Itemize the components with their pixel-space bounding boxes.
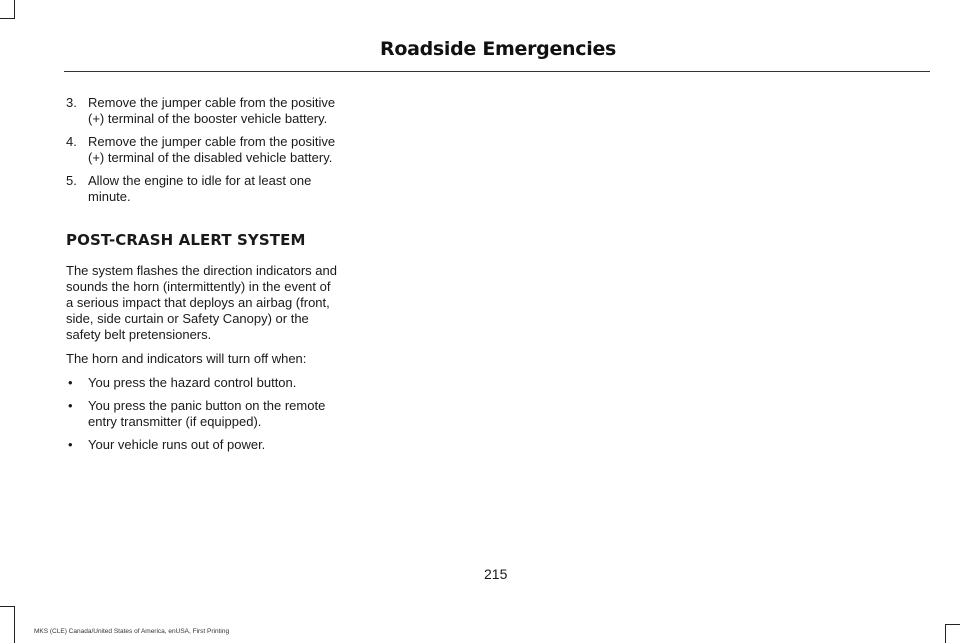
- bullet-text: You press the panic button on the remote entry transmitter (if equipped).: [88, 398, 326, 429]
- bullet-item: [66, 437, 338, 453]
- main-column: [66, 95, 338, 460]
- section-paragraph: The horn and indicators will turn off when:: [66, 351, 307, 366]
- crop-mark-bottom-right-h: [945, 624, 960, 625]
- step-item: [66, 134, 338, 166]
- section-heading: POST-CRASH ALERT SYSTEM: [66, 231, 306, 249]
- crop-mark-top-left-h: [0, 18, 15, 19]
- header-divider: [64, 71, 930, 72]
- step-item: [66, 95, 338, 127]
- step-number: 4.: [66, 134, 77, 149]
- step-number: 3.: [66, 95, 77, 110]
- step-text: Remove the jumper cable from the positive (+) terminal of the booster vehicle battery.: [88, 95, 336, 126]
- crop-mark-top-left-v: [14, 0, 15, 18]
- bullet-text: You press the hazard control button.: [88, 375, 297, 390]
- crop-mark-bottom-left-v: [14, 606, 15, 643]
- bullet-item: [66, 398, 338, 430]
- step-text: Allow the engine to idle for at least one minute.: [88, 173, 312, 204]
- crop-mark-bottom-right-v: [945, 624, 946, 643]
- page-number: 215: [484, 566, 508, 582]
- bullet-text: Your vehicle runs out of power.: [88, 437, 266, 452]
- footer-text: MKS (CLE) Canada/United States of America, enUSA, First Printing: [34, 628, 230, 635]
- page-title: Roadside Emergencies: [380, 38, 617, 60]
- crop-mark-bottom-left-h: [0, 606, 15, 607]
- section-paragraph: The system flashes the direction indicators and sounds the horn (intermittently) in the event of a serious impact that deploys an airbag (front, side, side curtain or Safety Canopy) or the safety belt pretensioners.: [66, 263, 337, 342]
- bullet-item: [66, 375, 338, 391]
- step-number: 5.: [66, 173, 77, 188]
- bullet-icon: •: [68, 437, 73, 452]
- step-text: Remove the jumper cable from the positive (+) terminal of the disabled vehicle battery.: [88, 134, 336, 165]
- bullet-icon: •: [68, 398, 73, 413]
- step-item: [66, 173, 338, 205]
- bullet-icon: •: [68, 375, 73, 390]
